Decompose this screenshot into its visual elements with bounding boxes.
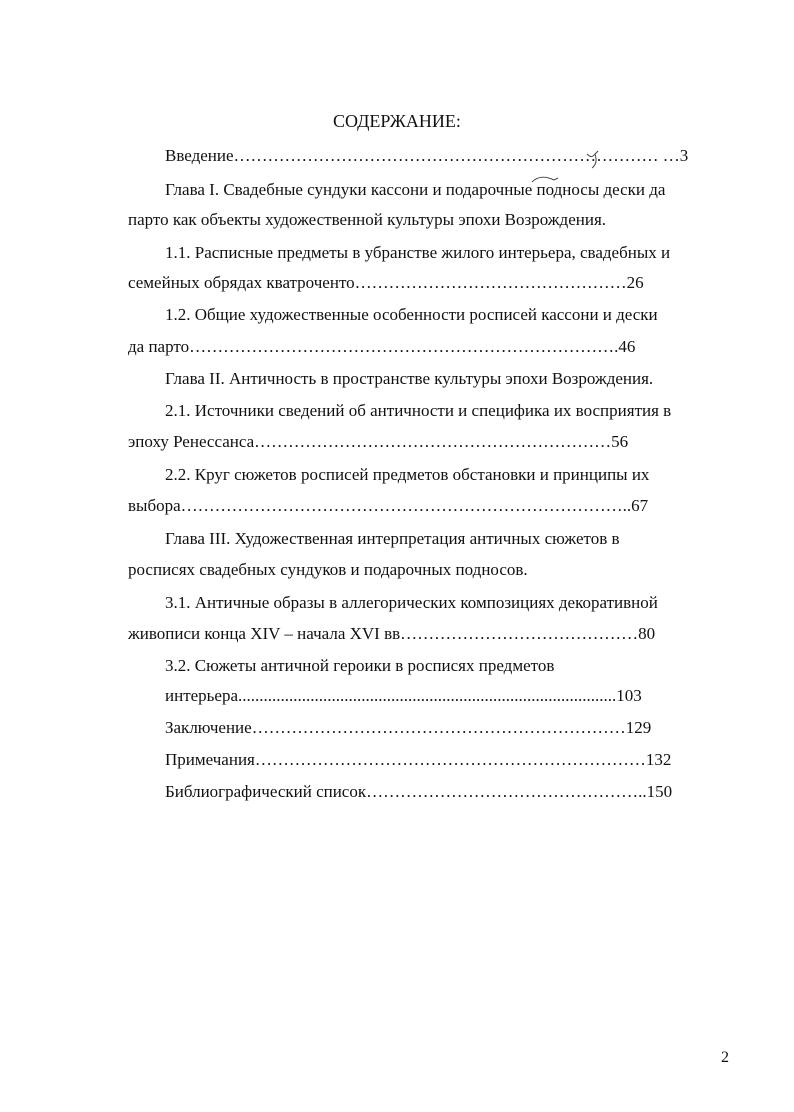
toc-section-3-2-line-1: 3.2. Сюжеты античной героики в росписях предметов — [165, 656, 555, 675]
toc-section-3-1-line-2: живописи конца XIV – начала XVI вв……………………………………80 — [128, 624, 656, 643]
toc-entry-notes: Примечания……………………………………………………………132 — [165, 750, 672, 769]
toc-chapter-1-line-1: Глава I. Свадебные сундуки кассони и подарочные подносы дески да — [165, 180, 666, 199]
toc-section-1-1-line-1: 1.1. Расписные предметы в убранстве жилого интерьера, свадебных и — [165, 243, 671, 262]
toc-section-3-1-line-1: 3.1. Античные образы в аллегорических композициях декоративной — [165, 593, 658, 612]
toc-chapter-2: Глава II. Античность в пространстве культуры эпохи Возрождения. — [165, 369, 654, 388]
toc-section-1-2-line-2: да парто………………………………………………………………….46 — [128, 337, 636, 356]
toc-chapter-3-line-1: Глава III. Художественная интерпретация античных сюжетов в — [165, 529, 620, 548]
toc-section-2-1-line-1: 2.1. Источники сведений об античности и специфика их восприятия в — [165, 401, 672, 420]
toc-section-1-2-line-1: 1.2. Общие художественные особенности росписей кассони и дески — [165, 305, 658, 324]
toc-section-2-2-line-2: выбора……………………………………………………………………..67 — [128, 496, 649, 515]
page-number: 2 — [721, 1049, 729, 1066]
pen-mark-icon — [530, 174, 560, 188]
toc-chapter-1-line-2: парто как объекты художественной культуры эпохи Возрождения. — [128, 210, 607, 229]
toc-section-1-1-line-2: семейных обрядах кватроченто…………………………………………26 — [128, 273, 644, 292]
toc-entry-introduction: Введение………………………………………………………………… …3 — [165, 146, 689, 165]
pen-mark-icon — [585, 148, 609, 172]
toc-entry-conclusion: Заключение…………………………………………………………129 — [165, 718, 652, 737]
toc-section-3-2-line-2: интерьера.........................................................................................103 — [165, 686, 642, 705]
toc-section-2-2-line-1: 2.2. Круг сюжетов росписей предметов обстановки и принципы их — [165, 465, 650, 484]
toc-section-2-1-line-2: эпоху Ренессанса………………………………………………………56 — [128, 432, 629, 451]
toc-chapter-3-line-2: росписях свадебных сундуков и подарочных подносов. — [128, 560, 528, 579]
page-title: СОДЕРЖАНИЕ: — [333, 111, 461, 131]
toc-entry-bibliography: Библиографический список…………………………………………..150 — [165, 782, 673, 801]
